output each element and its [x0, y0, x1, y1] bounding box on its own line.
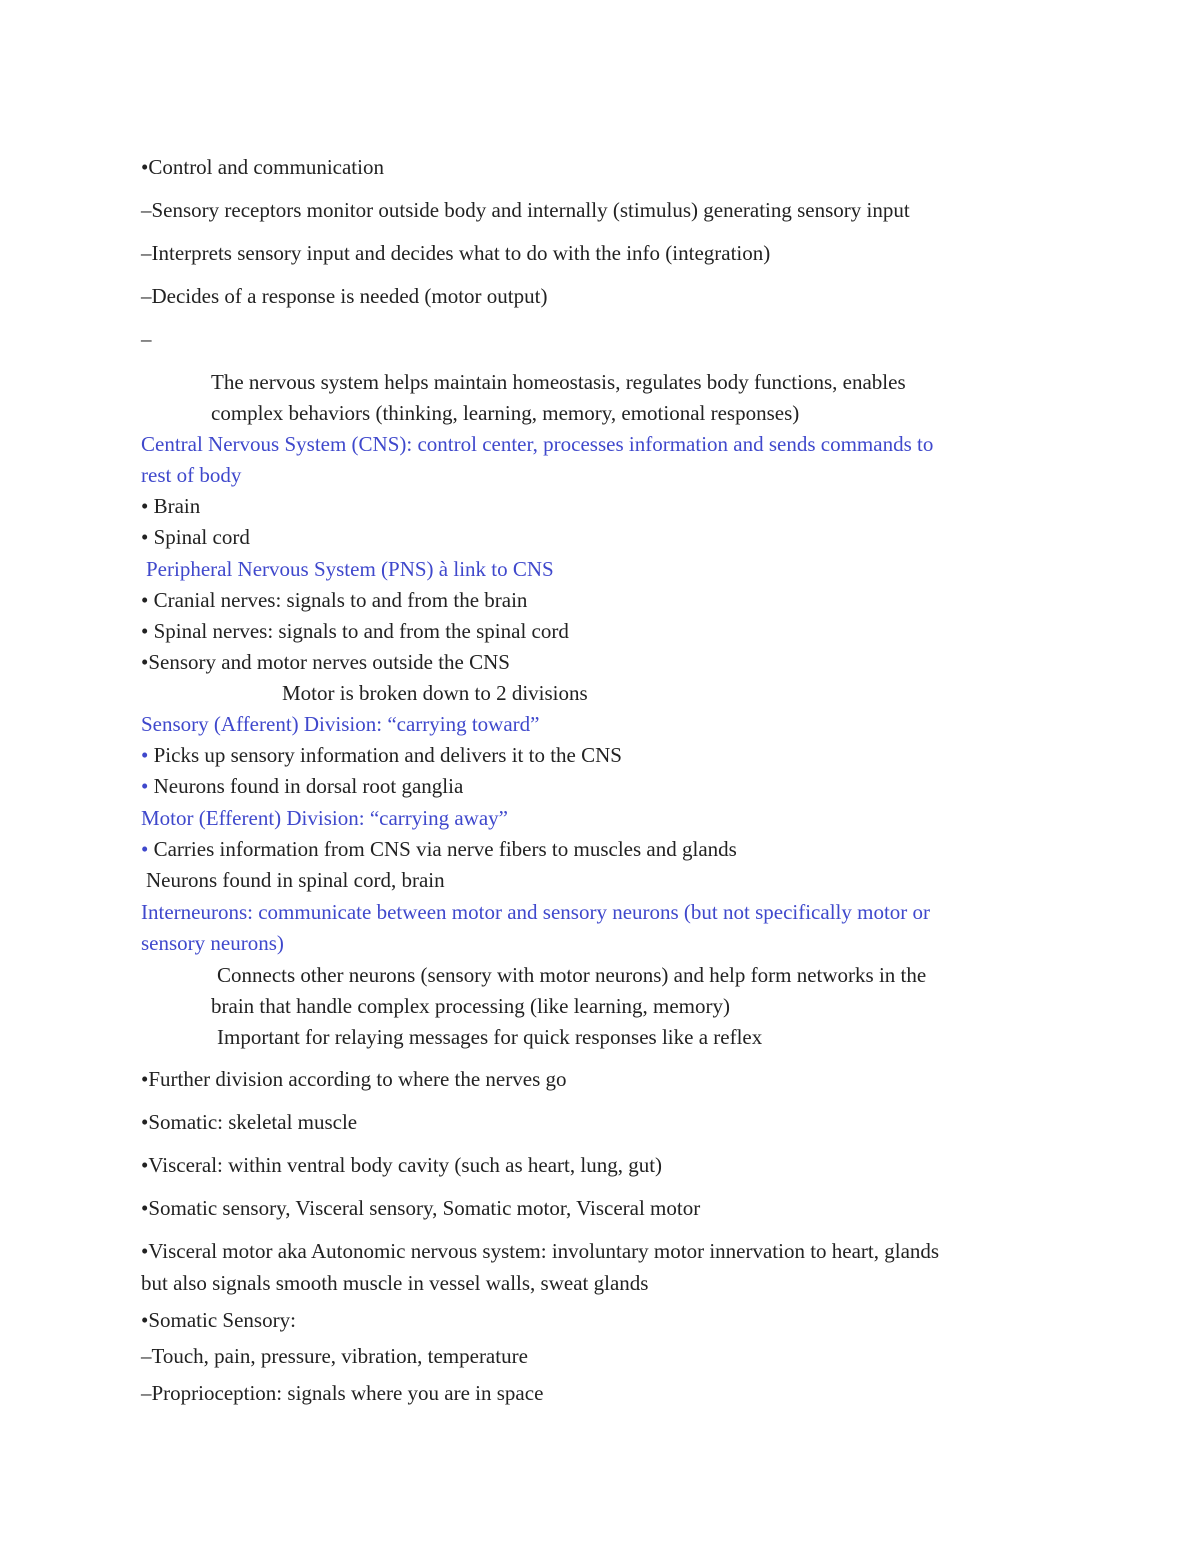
bullet-marker: • [141, 837, 149, 861]
plain-line: Neurons found in spinal cord, brain [146, 868, 445, 892]
section-heading-sensory: Sensory (Afferent) Division: “carrying toward” [141, 712, 540, 736]
indented-paragraph-line: complex behaviors (thinking, learning, memory, emotional responses) [211, 401, 800, 425]
indented-paragraph-line: Connects other neurons (sensory with motor neurons) and help form networks in the [217, 963, 927, 987]
list-item: • Spinal cord [141, 525, 250, 549]
list-item: • Cranial nerves: signals to and from the brain [141, 588, 528, 612]
list-item [141, 776, 463, 797]
indented-paragraph-line: Important for relaying messages for quick responses like a reflex [217, 1025, 763, 1049]
bullet-line: •Somatic Sensory: [141, 1308, 296, 1332]
list-item: • Spinal nerves: signals to and from the spinal cord [141, 619, 569, 643]
list-item-text: Picks up sensory information and delivers it to the CNS [148, 743, 622, 767]
list-item: • Brain [141, 494, 201, 518]
bullet-line: •Further division according to where the nerves go [141, 1067, 567, 1091]
indented-paragraph-line: brain that handle complex processing (like learning, memory) [211, 994, 731, 1018]
bullet-line: •Control and communication [141, 155, 384, 179]
dash-line: –Sensory receptors monitor outside body and internally (stimulus) generating sensory input [141, 198, 910, 222]
bullet-line-cont: but also signals smooth muscle in vessel walls, sweat glands [141, 1271, 649, 1295]
bullet-line: •Somatic: skeletal muscle [141, 1110, 358, 1134]
dash-line: –Interprets sensory input and decides what to do with the info (integration) [141, 241, 771, 265]
bullet-line: •Somatic sensory, Visceral sensory, Somatic motor, Visceral motor [141, 1196, 701, 1220]
list-item [141, 745, 622, 766]
indented-note: Motor is broken down to 2 divisions [282, 681, 588, 705]
list-item: •Sensory and motor nerves outside the CNS [141, 650, 510, 674]
section-heading-motor: Motor (Efferent) Division: “carrying away” [141, 806, 508, 830]
section-heading-pns: Peripheral Nervous System (PNS) à link to CNS [146, 557, 554, 581]
section-heading-interneurons: Interneurons: communicate between motor and sensory neurons (but not specifically motor or [141, 900, 931, 924]
list-item [141, 839, 737, 860]
bullet-marker: • [141, 743, 149, 767]
dash-line: – [141, 327, 152, 351]
indented-paragraph-line: The nervous system helps maintain homeostasis, regulates body functions, enables [211, 370, 906, 394]
section-heading-cns: Central Nervous System (CNS): control center, processes information and sends commands to [141, 432, 934, 456]
dash-line: –Decides of a response is needed (motor output) [141, 284, 548, 308]
dash-line: –Proprioception: signals where you are in space [141, 1381, 544, 1405]
bullet-marker: • [141, 774, 149, 798]
section-heading-interneurons-cont: sensory neurons) [141, 931, 284, 955]
bullet-line: •Visceral motor aka Autonomic nervous system: involuntary motor innervation to heart, glands [141, 1239, 940, 1263]
bullet-line: •Visceral: within ventral body cavity (such as heart, lung, gut) [141, 1153, 663, 1177]
list-item-text: Carries information from CNS via nerve fibers to muscles and glands [148, 837, 737, 861]
section-heading-cns-cont: rest of body [141, 463, 242, 487]
list-item-text: Neurons found in dorsal root ganglia [148, 774, 464, 798]
dash-line: –Touch, pain, pressure, vibration, temperature [141, 1344, 528, 1368]
